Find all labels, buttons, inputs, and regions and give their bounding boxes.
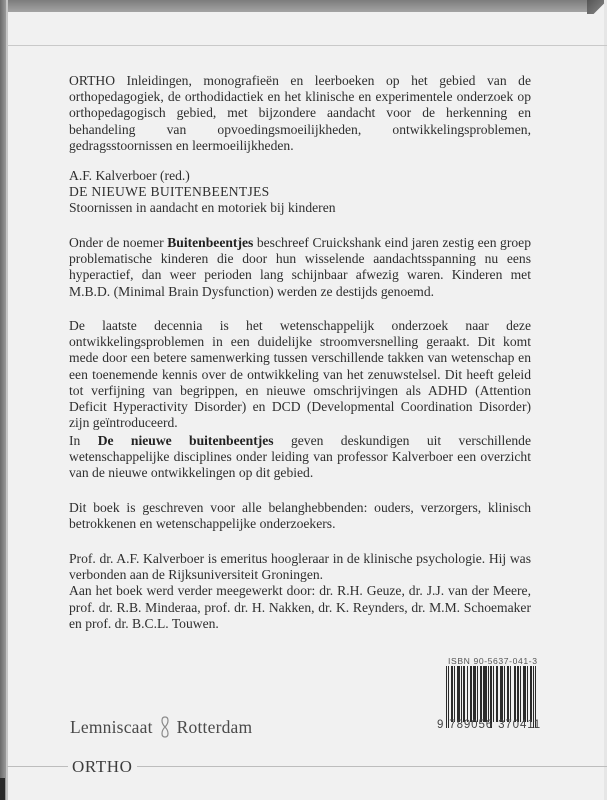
book-editor: A.F. Kalverboer (red.) xyxy=(69,168,190,183)
book-title: DE NIEUWE BUITENBEENTJES xyxy=(69,184,270,200)
author-bio-line-2: Aan het boek werd verder meegewerkt door: dr. R.H. Geuze, dr. J.J. van der Meere, prof. dr. R.B. Minderaa, prof. dr. H. Nakken, dr. K. Reynders, dr. M.M. Schoemaker en prof. dr. B.C.L. Touwen. xyxy=(69,583,531,631)
top-rule-divider xyxy=(7,45,607,46)
blurb-p3-text-end: geven deskundigen uit verschillende wetenschappelijke disciplines onder leiding van professor Kalverboer een overzicht van de nieuwe ontwikkelingen op dit gebied. xyxy=(69,433,531,481)
barcode-digit-prefix: 9 xyxy=(437,719,445,731)
series-description xyxy=(69,73,531,154)
barcode-digits xyxy=(437,719,541,731)
publisher-name-right: Rotterdam xyxy=(176,716,253,737)
blurb-p1-bold: Buitenbeentjes xyxy=(167,235,254,250)
spine-edge-highlight xyxy=(6,0,8,800)
author-bio-line-1: Prof. dr. A.F. Kalverboer is emeritus hoogleraar in de klinische psychologie. Hij was verbonden aan de Rijksuniversiteit Groningen. xyxy=(69,551,531,583)
blurb-p3-text-start: In xyxy=(69,433,98,448)
imprint-label: ORTHO xyxy=(68,757,137,777)
blurb-paragraph-4 xyxy=(69,500,531,532)
book-credits xyxy=(69,168,531,217)
blurb-p2-text: De laatste decennia is het wetenschappelijk onderzoek naar deze ontwikkelingsproblemen in een duidelijke stroomversnelling geraakt. Dit komt mede door een betere samenwerking tussen verschillende takken van wetenschap en een toenemende kennis over de ontwikkeling van het zenuwstelsel. Dit heeft geleid tot verfijning van begrippen, en nieuwe omschrijvingen als ADHD (Attention Deficit Hyperactivity Disorder) en DCD (Developmental Coordination Disorder) zijn geïntroduceerd. xyxy=(69,318,531,431)
author-bio xyxy=(69,551,531,632)
top-edge-band xyxy=(0,0,607,12)
isbn-label: ISBN 90-5637-041-3 xyxy=(448,656,538,666)
blurb-paragraph-2 xyxy=(69,318,531,431)
publisher-logo xyxy=(70,715,252,739)
blurb-paragraph-1 xyxy=(69,235,531,300)
spine-shadow xyxy=(0,778,5,800)
blurb-p3-bold: De nieuwe buitenbeentjes xyxy=(97,433,274,448)
barcode-digits-left: 789056 xyxy=(449,719,494,731)
publisher-name-left: Lemniscaat xyxy=(70,716,153,737)
blurb-p4-text: Dit boek is geschreven voor alle belanghebbenden: ouders, verzorgers, klinisch betrokkenen en wetenschappelijke onderzoekers. xyxy=(69,500,531,532)
blurb-p1-text-end: beschreef Cruickshank eind jaren zestig een groep problematische kinderen die door hun wisselende aandachtsspanning nu eens hyperactief, dan weer perioden lang schijnbaar afwezig waren. Kinderen met M.B.D. (Minimal Brain Dysfunction) werden ze destijds genoemd. xyxy=(69,235,531,299)
blurb-paragraph-3 xyxy=(69,433,531,482)
book-subtitle: Stoornissen in aandacht en motoriek bij kinderen xyxy=(69,200,336,216)
blurb-p1-text-start: Onder de noemer xyxy=(69,235,168,250)
series-description-text: ORTHO Inleidingen, monografieën en leerboeken op het gebied van de orthopedagogiek, de orthodidactiek en het klinische en experimentele onderzoek op orthopedagogisch gebied, met bijzondere aandacht voor de herkenning en behandeling van opvoedingsmoeilijkheden, ontwikkelingsproblemen, gedragsstoornissen en leermoeilijkheden. xyxy=(69,73,531,153)
lemniscate-icon xyxy=(160,715,170,739)
barcode-digits-right: 370411 xyxy=(498,719,541,731)
